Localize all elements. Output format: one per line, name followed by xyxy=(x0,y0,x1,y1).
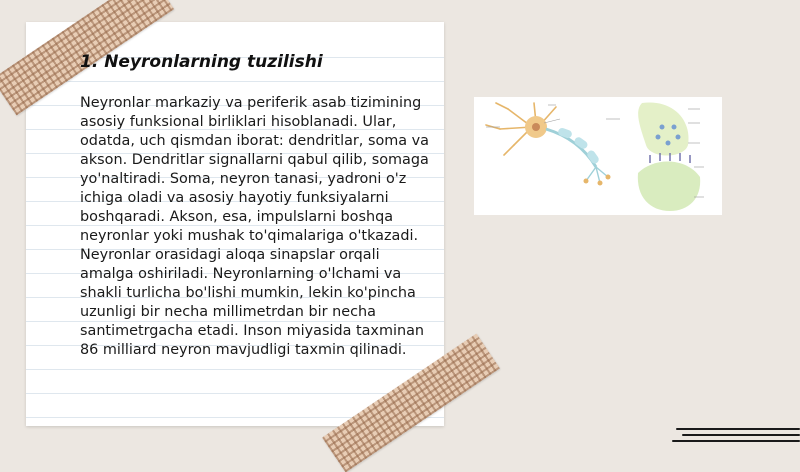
decorative-line xyxy=(676,428,800,430)
neuron-illustration xyxy=(474,97,722,215)
neuron-diagram-image xyxy=(474,97,722,215)
decorative-line xyxy=(672,440,800,442)
slide-body-text: Neyronlar markaziy va periferik asab tizimining asosiy funksional birliklari hisoblanadi. Ular, odatda, uch qismdan iborat: dendritlar, soma va akson. Dendritlar signallarni qabul qilib, somaga yo'naltiradi. Soma, neyron tanasi, yadroni o'z ichiga oladi va asosiy hayotiy funksiyalarni boshqaradi. Akson, esa, impulslarni boshqa neyronlar yoki mushak to'qimalariga o'tkazadi. Neyronlar orasidagi aloqa sinapslar orqali amalga oshiriladi. Neyronlarning o'lchami va shakli turlicha bo'lishi mumkin, lekin ko'pincha uzunligi bir necha millimetrdan bir necha santimetrgacha etadi. Inson miyasida taxminan 86 milliard neyron mavjudligi taxmin qilinadi. xyxy=(80,95,429,358)
decorative-line xyxy=(682,434,800,436)
slide-title: 1. Neyronlarning tuzilishi xyxy=(80,52,323,72)
